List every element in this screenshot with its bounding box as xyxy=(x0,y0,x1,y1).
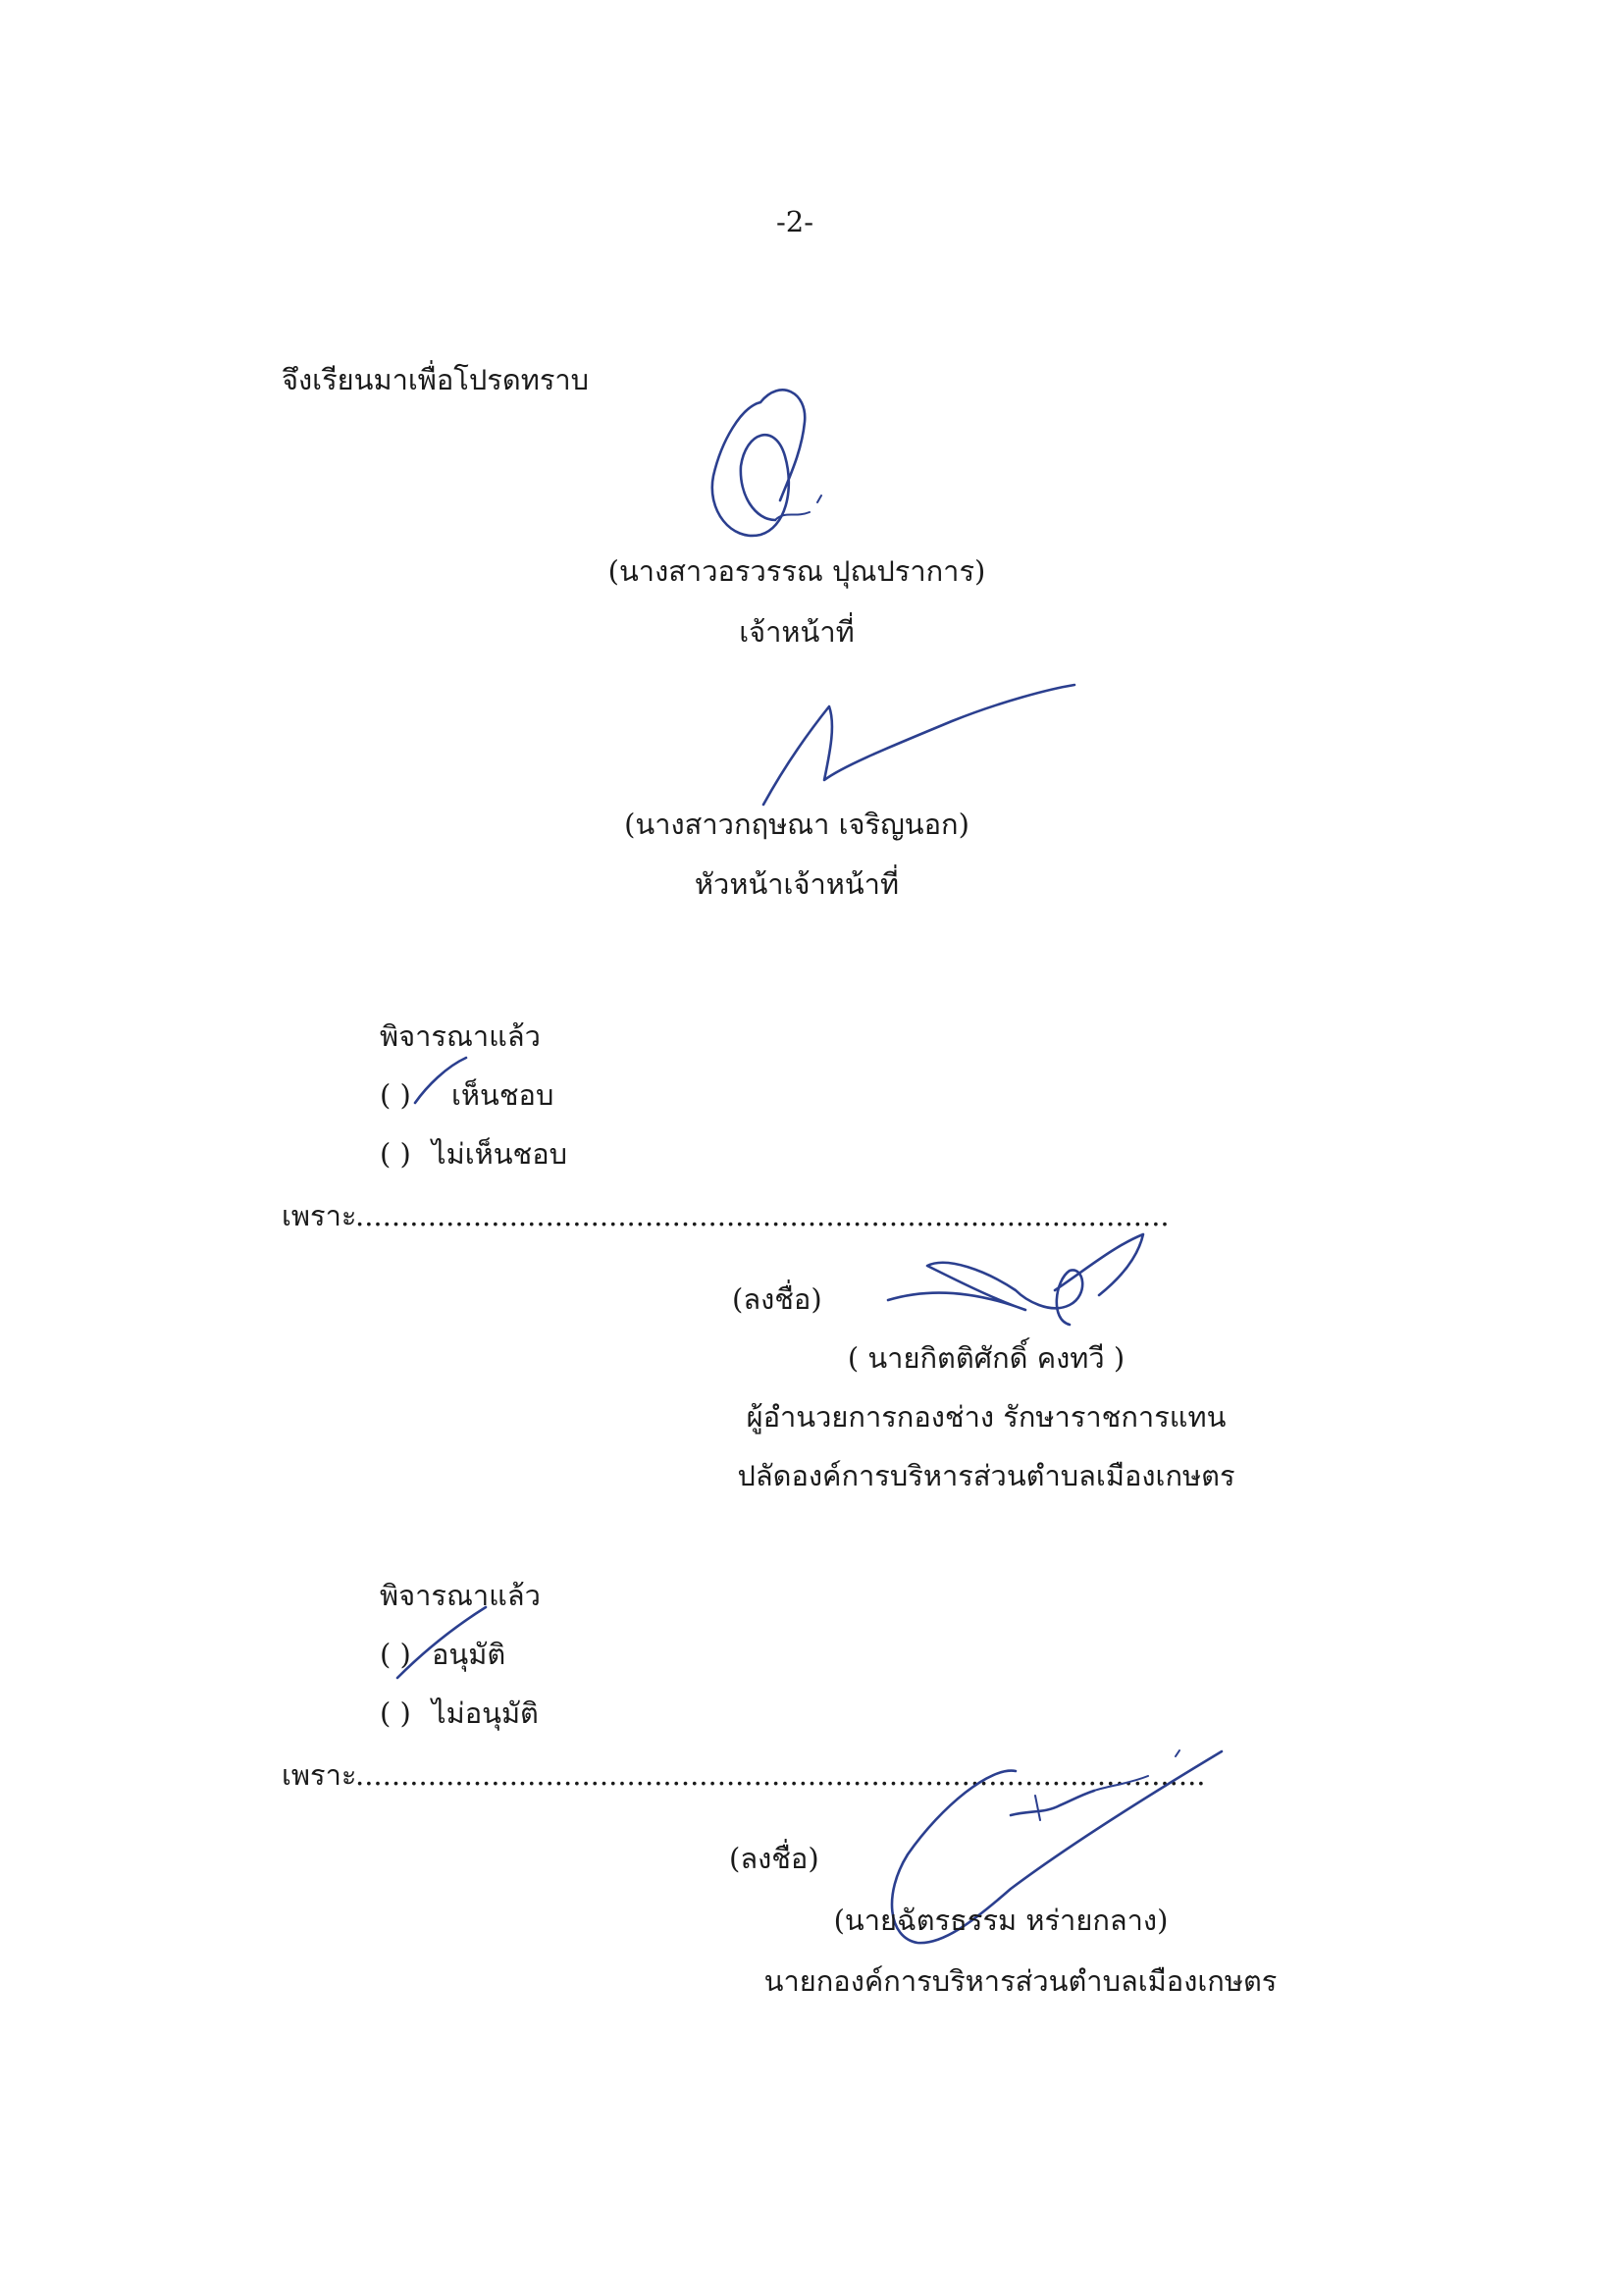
review-2-reject-label: ไม่อนุมัติ xyxy=(432,1696,539,1730)
review-2-approve-checkbox[interactable]: ( ) xyxy=(380,1638,411,1671)
review-1-checkmark xyxy=(407,1052,476,1111)
review-1-sign-label: (ลงชื่อ) xyxy=(732,1282,822,1316)
signer-1-position: เจ้าหน้าที่ xyxy=(739,615,855,649)
review-2-position: นายกองค์การบริหารส่วนตำบลเมืองเกษตร xyxy=(763,1964,1278,1998)
review-1-reason-prefix: เพราะ xyxy=(282,1199,357,1232)
signature-1-image xyxy=(702,373,849,545)
page-number: -2- xyxy=(775,205,814,238)
review-2-reject-checkbox[interactable]: ( ) xyxy=(380,1696,411,1730)
review-1-position-line-1: ผู้อำนวยการกองช่าง รักษาราชการแทน xyxy=(746,1400,1227,1434)
review-1-position-line-2: ปลัดองค์การบริหารส่วนตำบลเมืองเกษตร xyxy=(737,1459,1235,1492)
review-1-heading: พิจารณาแล้ว xyxy=(380,1019,541,1053)
review-2-reason-field[interactable]: .............................................................................................. xyxy=(355,1758,1206,1792)
review-2-sign-label: (ลงชื่อ) xyxy=(729,1842,819,1875)
review-2-name: (นายฉัตรธรรม หร่ายกลาง) xyxy=(833,1904,1169,1937)
review-2-checkmark xyxy=(388,1599,496,1688)
review-1-name: ( นายกิตติศักดิ์ คงทวี ) xyxy=(847,1341,1126,1375)
review-1-reject-label: ไม่เห็นชอบ xyxy=(432,1137,568,1171)
review-1-reject-checkbox[interactable]: ( ) xyxy=(380,1137,411,1171)
signature-2-image xyxy=(756,677,1079,814)
signer-2-name: (นางสาวกฤษณา เจริญนอก) xyxy=(624,808,969,841)
review-1-approve-label: เห็นชอบ xyxy=(451,1078,554,1112)
review-2-heading: พิจารณาแล้ว xyxy=(380,1579,541,1612)
review-1-reason-field[interactable]: .......................................................................................... xyxy=(355,1199,1170,1232)
signature-3-image xyxy=(878,1226,1153,1334)
closing-text: จึงเรียนมาเพื่อโปรดทราบ xyxy=(282,363,590,396)
review-1-approve-checkbox[interactable]: ( ) xyxy=(380,1078,411,1112)
review-2-reason-prefix: เพราะ xyxy=(282,1758,357,1792)
signer-2-position: หัวหน้าเจ้าหน้าที่ xyxy=(694,867,900,901)
signer-1-name: (นางสาวอรวรรณ ปุณปราการ) xyxy=(607,554,986,588)
review-2-approve-label: อนุมัติ xyxy=(432,1638,506,1671)
